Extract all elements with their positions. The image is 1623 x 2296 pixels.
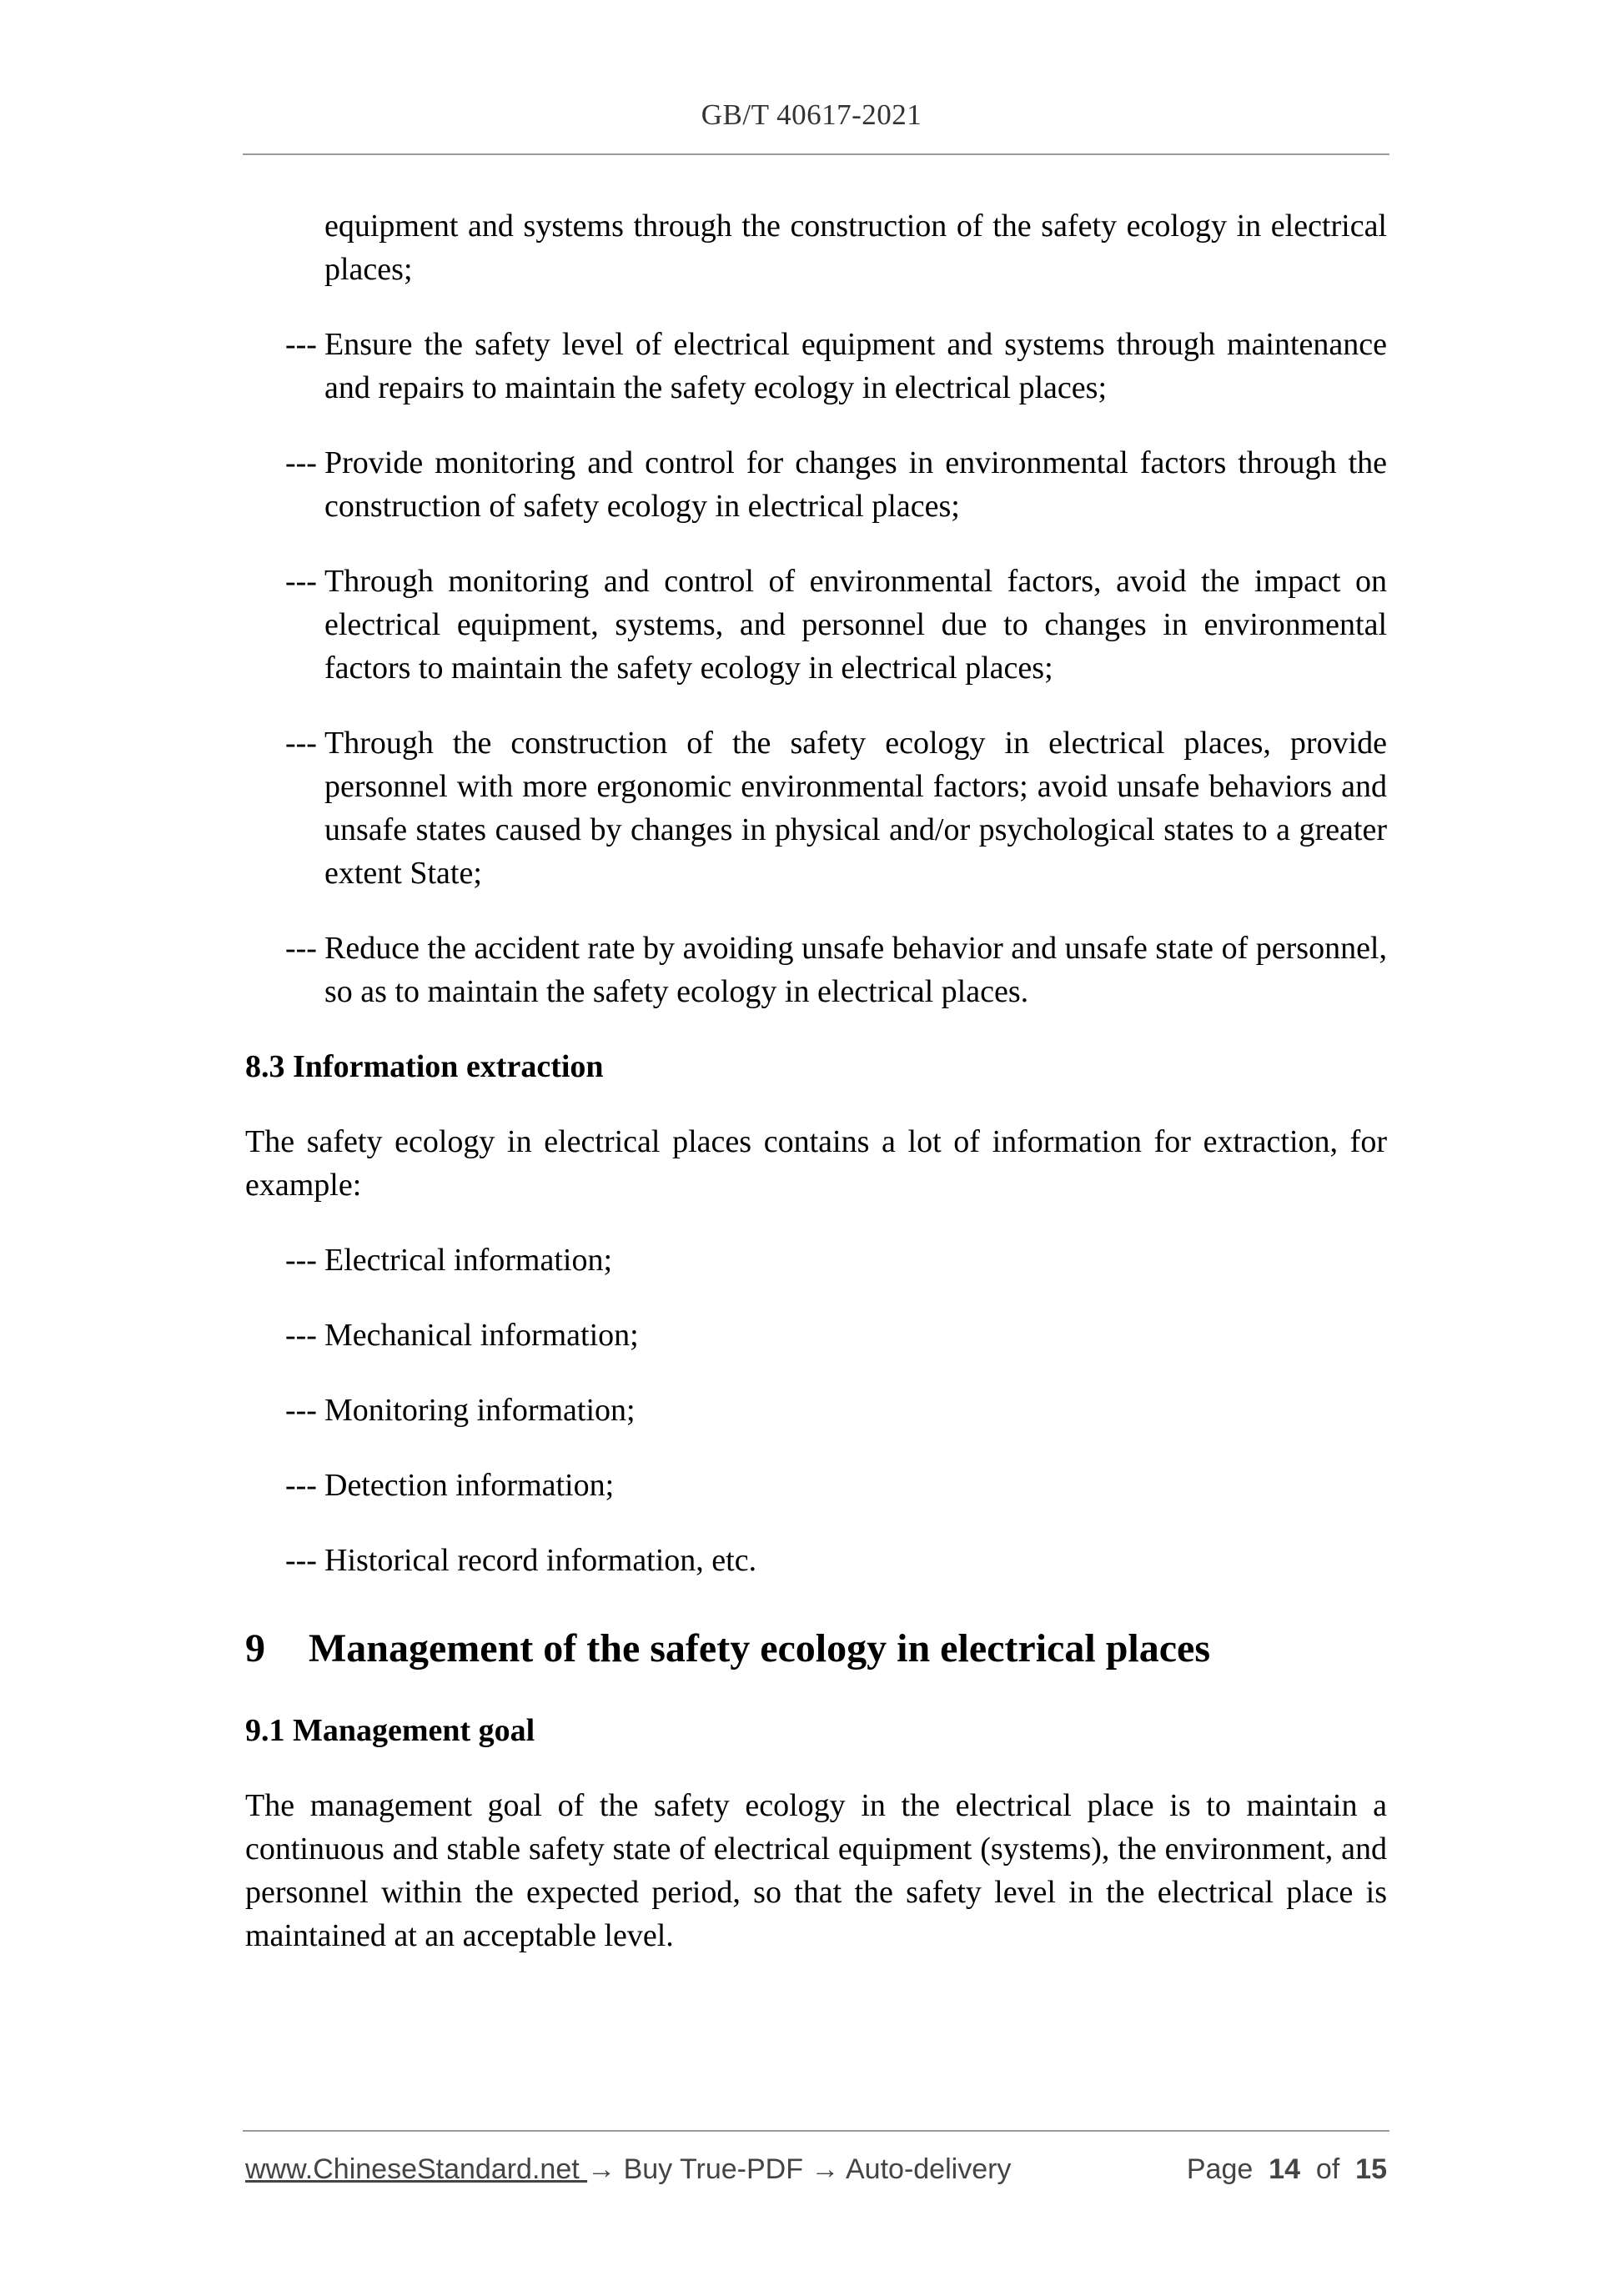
list-item-text: Reduce the accident rate by avoiding unsafe behavior and unsafe state of personnel, so as to maintain the safety ecology in electrical places. <box>324 931 1387 1009</box>
chapter-title: Management of the safety ecology in electrical places <box>309 1626 1211 1671</box>
arrow-right-icon: → <box>587 2153 616 2185</box>
dash-marker: --- <box>285 1468 317 1503</box>
dash-marker: --- <box>285 1318 317 1353</box>
list-item <box>245 927 1387 1013</box>
section-8-3-heading: 8.3 Information extraction <box>245 1049 604 1084</box>
list-item-text: Detection information; <box>324 1468 615 1503</box>
chapter-number: 9 <box>245 1626 265 1671</box>
list-item-text: Mechanical information; <box>324 1318 639 1353</box>
dash-marker: --- <box>285 931 317 966</box>
auto-delivery-text: Auto-delivery <box>846 2153 1012 2185</box>
list-item <box>245 1314 1387 1357</box>
page-footer <box>245 2153 1387 2186</box>
list-item <box>245 1389 1387 1432</box>
page-label: Page <box>1186 2153 1254 2185</box>
arrow-right-icon: → <box>811 2153 840 2185</box>
list-item <box>245 1238 1387 1282</box>
list-item <box>245 1464 1387 1507</box>
list-item <box>245 323 1387 409</box>
list-item-text: Monitoring information; <box>324 1393 636 1428</box>
document-body <box>245 204 1387 1989</box>
chapter-9-heading <box>245 1624 1387 1674</box>
header-divider <box>243 153 1389 155</box>
list-item-text: Through the construction of the safety ecology in electrical places, provide personnel with more ergonomic environmental factors; avoid unsafe behaviors and unsafe states caused by changes in physical and/or psychological states to a greater extent State; <box>324 726 1387 891</box>
page-current: 14 <box>1269 2153 1300 2185</box>
page-indicator <box>1187 2153 1387 2186</box>
list-item <box>245 1539 1387 1582</box>
dash-marker: --- <box>285 726 317 761</box>
section-9-1-heading: 9.1 Management goal <box>245 1713 535 1748</box>
section-8-3-intro: The safety ecology in electrical places contains a lot of information for extraction, for example: <box>245 1124 1387 1203</box>
dash-marker: --- <box>285 1243 317 1278</box>
list-item-text: Historical record information, etc. <box>324 1543 757 1578</box>
footer-divider <box>243 2130 1389 2132</box>
list-item <box>245 441 1387 528</box>
chinese-standard-link[interactable]: www.ChineseStandard.net <box>245 2153 588 2185</box>
page-of-label: of <box>1315 2153 1340 2185</box>
section-9-1-body: The management goal of the safety ecology in the electrical place is to maintain a continuous and stable safety state of electrical equipment (systems), the environment, and personnel within the expected period, so that the safety level in the electrical place is maintained at an acceptable level. <box>245 1788 1387 1953</box>
standard-code-header: GB/T 40617-2021 <box>701 98 922 131</box>
list-item-text: Ensure the safety level of electrical equipment and systems through maintenance and repairs to maintain the safety ecology in electrical places; <box>324 327 1387 405</box>
list-item <box>245 721 1387 895</box>
dash-marker: --- <box>285 564 317 599</box>
dash-marker: --- <box>285 1543 317 1578</box>
dash-marker: --- <box>285 327 317 362</box>
bullet-continuation-text: equipment and systems through the construction of the safety ecology in electrical places; <box>324 208 1387 287</box>
list-item <box>245 560 1387 690</box>
list-item-text: Through monitoring and control of environmental factors, avoid the impact on electrical equipment, systems, and personnel due to changes in environmental factors to maintain the safety ecology in electrical places; <box>324 564 1387 686</box>
dash-marker: --- <box>285 445 317 480</box>
list-item-text: Provide monitoring and control for changes in environmental factors through the construction of safety ecology in electrical places; <box>324 445 1387 524</box>
dash-marker: --- <box>285 1393 317 1428</box>
bullet-continuation <box>245 204 1387 291</box>
page-total: 15 <box>1355 2153 1387 2185</box>
list-item-text: Electrical information; <box>324 1243 613 1278</box>
footer-left <box>245 2153 1011 2186</box>
buy-true-pdf-text: Buy True-PDF <box>623 2153 803 2185</box>
